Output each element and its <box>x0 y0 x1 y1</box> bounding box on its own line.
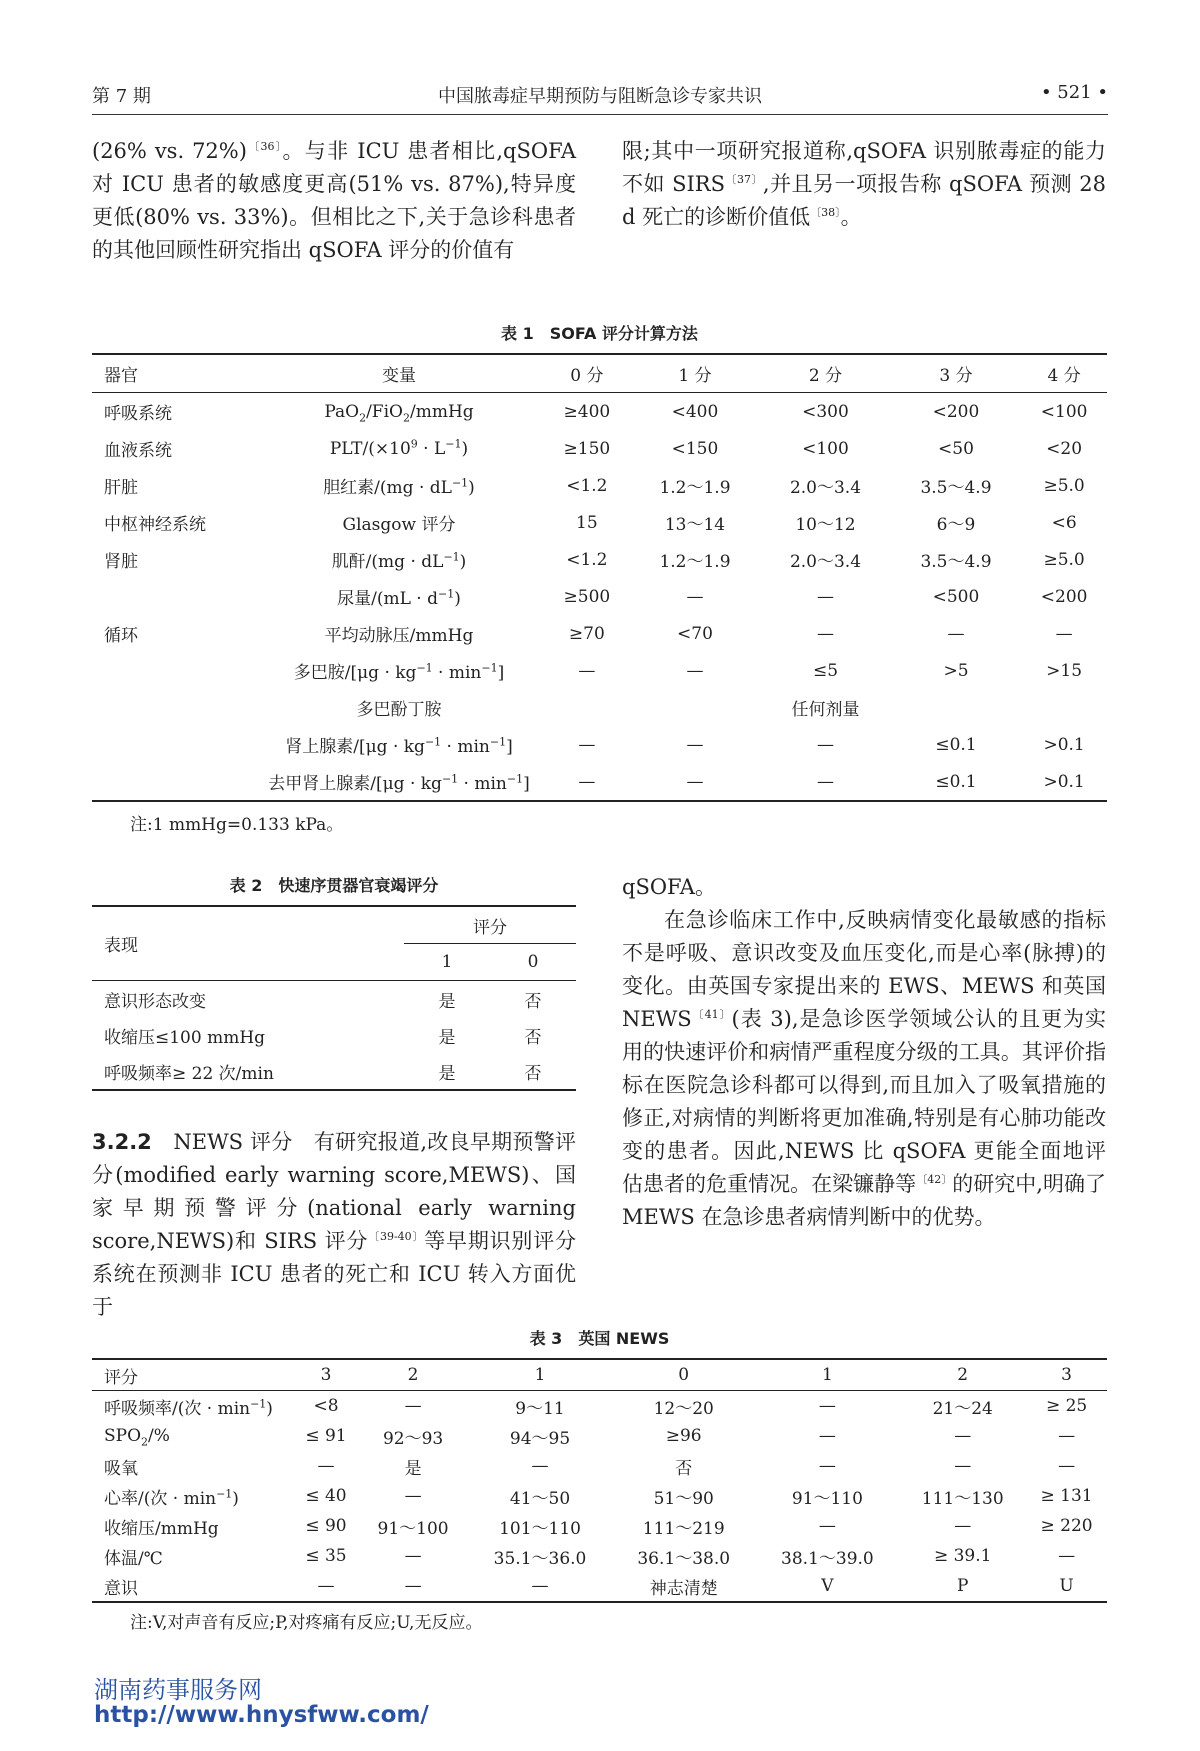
value-cell: 1.2～1.9 <box>659 478 731 498</box>
text-run: (26% vs. 72%) <box>92 139 247 163</box>
value-cell: 91～110 <box>791 1488 863 1509</box>
table-row <box>92 726 1107 763</box>
value-cell: >5 <box>943 660 969 681</box>
table-header-row <box>92 1359 1107 1391</box>
value-cell: ≤ 40 <box>305 1486 347 1506</box>
paragraph: qSOFA。 <box>622 875 716 899</box>
value-cell: — <box>818 1456 836 1476</box>
value-cell: — <box>578 771 596 792</box>
value-cell: 21～24 <box>932 1398 993 1419</box>
table3-note: 注:V,对声音有反应;P,对疼痛有反应;U,无反应。 <box>130 1613 483 1633</box>
value-cell: <8 <box>313 1396 339 1416</box>
value-cell: P <box>956 1576 969 1596</box>
table2-caption: 表 2 快速序贯器官衰竭评分 <box>229 876 439 895</box>
value-cell: — <box>947 623 965 644</box>
value-cell: 任何剂量 <box>791 700 860 720</box>
table-row <box>92 1017 576 1053</box>
value-cell: 12～20 <box>653 1398 714 1419</box>
value-cell: <300 <box>802 401 849 422</box>
value-cell: 111～130 <box>921 1488 1004 1509</box>
value-cell: — <box>317 1576 335 1596</box>
organ-cell: 血液系统 <box>104 441 172 461</box>
value-cell: 是 <box>404 1458 422 1479</box>
variable-cell: 肌酐$/(mg \cdot dL^{-1})$ <box>331 550 467 572</box>
table-row <box>92 1481 1107 1511</box>
value-cell: — <box>818 1396 836 1416</box>
value-cell: 否 <box>524 1063 542 1084</box>
value-cell: — <box>531 1456 549 1476</box>
variable-cell: 肾上腺素$/[\mu g \cdot kg^{-1} \cdot \min^{-1}]$ <box>285 735 513 757</box>
variable-cell: 多巴胺$/[\mu g \cdot kg^{-1} \cdot \min^{-1}]$ <box>293 661 505 683</box>
header-rule <box>92 114 1108 115</box>
value-cell: 是 <box>438 991 456 1012</box>
label-cell: 体温/℃ <box>104 1548 163 1569</box>
table1-note: 注:1 mmHg=0.133 kPa。 <box>130 815 344 835</box>
header-cell: 表现 <box>104 936 138 956</box>
value-cell: 3.5～4.9 <box>920 478 992 498</box>
value-cell: ≤ 35 <box>305 1546 347 1566</box>
value-cell: 是 <box>438 1063 456 1084</box>
table-row <box>92 1451 1107 1481</box>
qsofa-table <box>92 905 576 1091</box>
table-row <box>92 1511 1107 1541</box>
value-cell: 13～14 <box>664 515 726 535</box>
citation[interactable]: 〔36〕 <box>246 140 283 153</box>
value-cell: ≤5 <box>812 660 839 681</box>
page-header <box>92 82 1108 112</box>
value-cell: 41～50 <box>509 1488 571 1509</box>
header-cell: 评分 <box>404 906 576 944</box>
value-cell: 神志清楚 <box>649 1578 718 1599</box>
variable-cell: 胆红素$/(mg \cdot dL^{-1})$ <box>323 476 475 498</box>
value-cell: — <box>686 734 704 755</box>
label-cell: 意识 <box>104 1578 138 1599</box>
citation[interactable]: 〔37〕 <box>725 173 763 186</box>
organ-cell <box>92 689 254 726</box>
value-cell: — <box>818 1426 836 1446</box>
value-cell: <1.2 <box>566 475 608 496</box>
value-cell: — <box>317 1456 335 1476</box>
header-cell: 1 分 <box>678 366 712 386</box>
sofa-table <box>92 353 1107 802</box>
value-cell: — <box>816 771 834 792</box>
paragraph <box>92 1126 576 1324</box>
value-cell: 35.1～36.0 <box>493 1548 587 1569</box>
table-header-row <box>92 906 576 944</box>
variable-cell: 尿量$/(mL \cdot d^{-1})$ <box>337 587 461 609</box>
text-run: ,并且另一项报告称 qSOFA 预测 28 d 死亡的诊断价值低 <box>622 172 1106 229</box>
value-cell: <500 <box>932 586 980 607</box>
header-cell: 评分 <box>104 1367 138 1388</box>
header-cell: 0 分 <box>570 366 604 386</box>
value-cell: 111～219 <box>642 1518 725 1539</box>
text-run: 的研究中,明确了 MEWS 在急诊患者病情判断中的优势。 <box>622 1172 1107 1229</box>
variable-cell: PLT/$(\times 10^9 \cdot L^{-1})$ <box>329 436 469 459</box>
table3-caption: 表 3 英国 NEWS <box>529 1329 670 1348</box>
value-cell: — <box>954 1456 972 1476</box>
citation[interactable]: 〔38〕 <box>810 206 841 219</box>
value-cell: <400 <box>671 401 719 422</box>
organ-cell: 肝脏 <box>104 478 138 498</box>
table-row <box>92 1053 576 1090</box>
value-cell: 38.1～39.0 <box>781 1548 874 1569</box>
value-cell: ≥ 25 <box>1045 1396 1088 1416</box>
value-cell: >15 <box>1046 660 1083 681</box>
table-row <box>92 504 1107 541</box>
column-left-top <box>92 135 576 267</box>
value-cell: — <box>1058 1426 1076 1446</box>
value-cell: 9～11 <box>515 1398 565 1419</box>
value-cell: — <box>816 623 834 644</box>
header-cell: 3 <box>1061 1365 1072 1385</box>
table-row <box>92 615 1107 652</box>
table-row <box>92 763 1107 801</box>
value-cell: <6 <box>1051 512 1077 533</box>
variable-cell: 平均动脉压/mmHg <box>324 626 474 646</box>
journal-running-title: 中国脓毒症早期预防与阻断急诊专家共识 <box>438 86 762 107</box>
value-cell: 101～110 <box>499 1518 581 1539</box>
variable-cell: PaO$_2$/FiO$_2$/mmHg <box>324 401 474 424</box>
value-cell: ≤ 90 <box>305 1516 347 1536</box>
value-cell: ≥70 <box>568 623 605 644</box>
text-run: 有研究报道,改良早期预警评分(modified early warning score,MEWS)、国家早期预警评分(national early warning score,NEWS)和 SIRS 评分 <box>92 1130 577 1253</box>
header-cell: 3 <box>320 1365 332 1385</box>
value-cell: ≥400 <box>563 401 611 422</box>
text-run: 。与非 ICU 患者相比,qSOFA 对 ICU 患者的敏感度更高(51% vs. 87%),特异度更低(80% vs. 33%)。但相比之下,关于急诊科患者的其他回顾性研究指出 qSOFA 评分的价值有 <box>92 139 577 262</box>
text-run: 等早期识别评分系统在预测非 ICU 患者的死亡和 ICU 转入方面优于 <box>92 1229 577 1319</box>
value-cell: ≥ 39.1 <box>933 1546 992 1566</box>
watermark-url[interactable]: http://www.hnysfww.com/ <box>94 1702 429 1728</box>
value-cell: <50 <box>938 438 974 459</box>
value-cell: — <box>404 1576 422 1596</box>
variable-cell: 去甲肾上腺素$/[\mu g \cdot kg^{-1} \cdot \min^{-1}]$ <box>268 772 530 794</box>
organ-cell: 肾脏 <box>104 552 138 572</box>
section-number: 3.2.2 <box>92 1130 152 1154</box>
citation[interactable]: 〔39-40〕 <box>368 1230 425 1243</box>
value-cell: — <box>1055 623 1073 644</box>
value-cell: — <box>578 734 596 755</box>
value-cell: — <box>404 1486 422 1506</box>
organ-cell <box>92 763 254 801</box>
value-cell: 91～100 <box>377 1518 449 1539</box>
value-cell: 10～12 <box>795 515 856 535</box>
value-cell: — <box>818 1516 836 1536</box>
value-cell: <100 <box>802 438 849 459</box>
organ-cell <box>92 726 254 763</box>
label-cell: 吸氧 <box>104 1458 138 1479</box>
value-cell: 否 <box>524 991 542 1012</box>
table-row <box>92 467 1107 504</box>
news-table <box>92 1358 1107 1603</box>
table-row <box>92 981 576 1018</box>
table1-caption: 表 1 SOFA 评分计算方法 <box>501 324 698 343</box>
organ-cell: 循环 <box>104 626 138 646</box>
header-cell: 1 <box>441 952 453 972</box>
value-cell: <1.2 <box>566 549 608 570</box>
value-cell: 6～9 <box>936 515 976 535</box>
organ-cell <box>92 578 254 615</box>
value-cell: — <box>531 1576 549 1596</box>
value-cell: <200 <box>1040 586 1088 607</box>
value-cell: — <box>954 1516 972 1536</box>
text-run: 。 <box>840 205 862 229</box>
value-cell: ≥5.0 <box>1043 475 1085 496</box>
value-cell: ≥96 <box>665 1426 702 1446</box>
value-cell: 1.2～1.9 <box>659 552 731 572</box>
table-row <box>92 393 1107 431</box>
table-row <box>92 1571 1107 1602</box>
value-cell: 否 <box>524 1027 542 1048</box>
variable-cell: 多巴酚丁胺 <box>356 700 442 720</box>
value-cell: <100 <box>1040 401 1088 422</box>
value-cell: ≥ 131 <box>1040 1486 1093 1506</box>
value-cell: 3.5～4.9 <box>920 552 992 572</box>
value-cell: — <box>404 1546 422 1566</box>
organ-cell: 中枢神经系统 <box>104 515 206 535</box>
value-cell: V <box>821 1576 834 1596</box>
value-cell: <20 <box>1046 438 1083 459</box>
table-row <box>92 689 1107 726</box>
table-row <box>92 578 1107 615</box>
paragraph <box>622 904 1106 1234</box>
label-cell: $SPO_2/\%$ <box>104 1426 170 1449</box>
label-cell: 呼吸频率/(次 · $\min^{-1}$) <box>104 1396 273 1419</box>
value-cell: — <box>816 586 834 607</box>
value-cell: ≤0.1 <box>935 771 977 792</box>
value-cell: 否 <box>675 1458 693 1479</box>
value-cell: 2.0～3.4 <box>789 552 862 572</box>
header-cell: 0 <box>678 1365 690 1385</box>
header-cell: 变量 <box>382 366 416 386</box>
header-cell: 4 分 <box>1047 366 1081 386</box>
value-cell: — <box>578 660 596 681</box>
table-row <box>92 541 1107 578</box>
column-right-top <box>622 135 1106 234</box>
label-cell: 意识形态改变 <box>104 991 206 1012</box>
header-cell: 2 分 <box>808 366 843 386</box>
text-run: 限;其中一项研究报道称,qSOFA 识别脓毒症的能力不如 SIRS <box>622 139 1106 196</box>
header-cell: 2 <box>407 1365 419 1385</box>
value-cell: — <box>404 1396 422 1416</box>
column-left-mid <box>92 1126 576 1324</box>
value-cell: ≥ 220 <box>1040 1516 1093 1536</box>
value-cell: 94～95 <box>509 1428 571 1449</box>
value-cell: 2.0～3.4 <box>789 478 862 498</box>
value-cell: ≤ 91 <box>305 1426 347 1446</box>
table-row <box>92 430 1107 467</box>
table-row <box>92 1421 1107 1451</box>
citation[interactable]: 〔41〕 <box>691 1008 732 1021</box>
value-cell: 是 <box>438 1027 456 1048</box>
label-cell: 收缩压/mmHg <box>104 1518 219 1539</box>
value-cell: — <box>686 660 704 681</box>
value-cell: ≥150 <box>563 438 611 459</box>
table-row <box>92 1391 1107 1422</box>
value-cell: 15 <box>576 512 598 533</box>
table-row <box>92 1541 1107 1571</box>
value-cell: — <box>816 734 834 755</box>
section-title: NEWS 评分 <box>173 1130 293 1154</box>
value-cell: >0.1 <box>1043 734 1085 755</box>
paragraph <box>622 135 1106 234</box>
label-cell: 心率/(次 · $\min^{-1}$) <box>104 1486 239 1509</box>
organ-cell <box>92 652 254 689</box>
value-cell: 92～93 <box>382 1428 444 1449</box>
value-cell: 36.1～38.0 <box>637 1548 731 1569</box>
table-row <box>92 652 1107 689</box>
value-cell: 51～90 <box>653 1488 714 1509</box>
header-cell: 3 分 <box>939 366 973 386</box>
text-run: (表 3),是急诊医学领域公认的且更为实用的快速评价和病情严重程度分级的工具。其评价指标在医院急诊科都可以得到,而且加入了吸氧措施的修正,对病情的判断将更加准确,特别是有心肺功能改变的患者。因此,NEWS 比 qSOFA 更能全面地评估患者的危重情况。在梁镰静等 <box>622 1007 1106 1196</box>
value-cell: ≥500 <box>563 586 611 607</box>
value-cell: — <box>1058 1546 1076 1566</box>
header-cell: 2 <box>957 1365 969 1385</box>
value-cell: — <box>686 771 704 792</box>
variable-cell: Glasgow 评分 <box>342 515 456 535</box>
header-cell: 1 <box>534 1365 546 1385</box>
citation[interactable]: 〔42〕 <box>916 1173 953 1186</box>
value-cell: ≥5.0 <box>1043 549 1085 570</box>
paragraph <box>92 135 576 267</box>
value-cell: <150 <box>671 438 719 459</box>
value-cell: U <box>1059 1576 1074 1596</box>
table-header-row <box>92 354 1107 393</box>
header-cell: 0 <box>527 952 539 972</box>
issue-number: 第 7 期 <box>92 86 151 107</box>
label-cell: 收缩压≤100 mmHg <box>104 1027 266 1048</box>
value-cell: — <box>686 586 704 607</box>
value-cell: — <box>954 1426 972 1446</box>
value-cell: <200 <box>932 401 980 422</box>
value-cell: ≤0.1 <box>935 734 977 755</box>
value-cell: >0.1 <box>1043 771 1085 792</box>
column-right-mid <box>622 871 1106 1234</box>
header-cell: 器官 <box>104 366 138 386</box>
value-cell: <70 <box>677 623 713 644</box>
page-number: • 521 • <box>1040 82 1108 103</box>
organ-cell: 呼吸系统 <box>104 404 172 424</box>
text-run: 在急诊临床工作中,反映病情变化最敏感的指标不是呼吸、意识改变及血压变化,而是心率(脉搏)的变化。由英国专家提出来的 EWS、MEWS 和英国 NEWS <box>622 908 1106 1031</box>
watermark-site-name: 湖南药事服务网 <box>94 1676 262 1704</box>
header-cell: 1 <box>821 1365 833 1385</box>
value-cell: — <box>1058 1456 1076 1476</box>
label-cell: 呼吸频率≥ 22 次/min <box>104 1063 274 1084</box>
